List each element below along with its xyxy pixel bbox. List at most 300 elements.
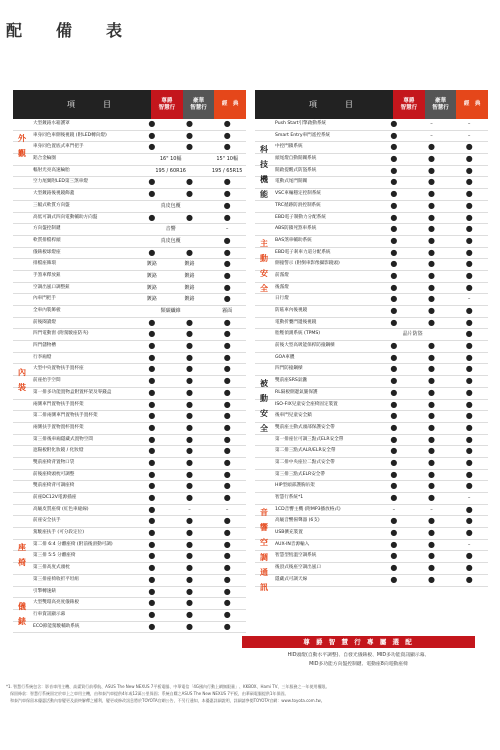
row-label: 兩側扶手置物置杯置杯架 xyxy=(33,424,84,430)
table-row xyxy=(13,481,246,493)
spec-value: ● xyxy=(186,481,193,491)
spec-value: ● xyxy=(390,130,398,140)
row-label: 排檔座飾環 xyxy=(33,261,56,267)
spec-value: ● xyxy=(465,563,473,573)
row-label: 四門儲物槽 xyxy=(33,343,56,349)
spec-value: ● xyxy=(465,259,473,269)
spec-value: – xyxy=(430,132,433,139)
row-label: 引擎轉速錶 xyxy=(33,588,56,594)
spec-value: ● xyxy=(186,212,193,222)
row-label: 第三排高度式頭枕 xyxy=(33,565,70,571)
spec-value: ● xyxy=(223,434,231,444)
spec-value: ● xyxy=(223,551,231,561)
spec-value: ● xyxy=(390,317,398,327)
spec-value: ● xyxy=(186,539,193,549)
spec-value: ● xyxy=(148,539,156,549)
row-label: GOA車體 xyxy=(275,354,295,360)
category-label: 主 動 安 全 xyxy=(260,239,268,293)
spec-value: – xyxy=(467,121,471,127)
spec-value: ● xyxy=(465,516,473,526)
spec-value: ● xyxy=(390,212,398,222)
row-label: 中控門鎖系統 xyxy=(275,144,303,150)
table-row xyxy=(255,248,488,260)
table-row xyxy=(13,353,246,365)
spec-value: ● xyxy=(148,434,156,444)
row-label: 全車內裝飾板 xyxy=(33,308,61,313)
spec-value: – xyxy=(225,506,229,513)
table-row xyxy=(13,505,246,517)
spec-value: ● xyxy=(428,563,435,573)
row-label: Smart Entry車門遙控系統 xyxy=(275,132,331,138)
row-label: 後頂式後座空調出風口 xyxy=(275,565,321,571)
spec-value: ● xyxy=(390,493,398,502)
table-row xyxy=(255,119,488,131)
row-label: ECO節能駕駛輔助系統 xyxy=(33,623,80,629)
spec-value: ● xyxy=(186,119,193,128)
spec-value: ● xyxy=(390,469,398,479)
right-table-header xyxy=(255,90,488,119)
spec-value: ● xyxy=(148,598,156,608)
table-row xyxy=(13,587,246,599)
spec-value: ● xyxy=(148,329,156,339)
spec-value: ● xyxy=(223,516,231,526)
spec-value: ● xyxy=(390,352,398,362)
table-row xyxy=(255,411,488,423)
spec-value: ● xyxy=(465,469,473,479)
table-row xyxy=(13,563,246,575)
spec-value: 195 / 60R16 xyxy=(155,167,186,174)
row-label: 兩側車門置物扶手置杯架 xyxy=(33,401,84,407)
spec-value: ● xyxy=(186,446,193,456)
spec-value: ● xyxy=(465,457,473,467)
table-row xyxy=(13,166,246,178)
spec-value: ● xyxy=(148,387,156,397)
row-label: ABS防鎖死煞車系統 xyxy=(275,226,317,232)
table-row xyxy=(255,376,488,388)
spec-value: ● xyxy=(465,446,473,456)
spec-value: ● xyxy=(186,364,193,374)
footnote-1: *1. 智慧行系統包含：影音車用主機、高畫質行前導航、ASUS The New NEXUS 7平板電腦、中華電信「4G國內行動上網無限量」、KKBOX、Hami TV、三年服務之一年使用權限。 xyxy=(6,684,330,689)
spec-value: ● xyxy=(390,481,398,491)
spec-value: – xyxy=(467,132,471,139)
row-label: 車身同色車側後視鏡 (附LED轉向燈) xyxy=(33,132,107,138)
spec-value: ● xyxy=(428,411,435,421)
table-row xyxy=(13,364,246,376)
row-label: 高級皮質座椅 (紅色車縫線) xyxy=(33,506,89,512)
row-label: 第二排兩側車門置物扶手置杯架 xyxy=(31,411,133,422)
spec-value: ● xyxy=(186,352,193,362)
spec-value: ● xyxy=(148,446,156,456)
row-label: 大型中央置物扶手置杯座 xyxy=(33,366,84,372)
spec-value: ● xyxy=(223,200,231,210)
row-label: 前後閱讀燈 xyxy=(33,319,56,325)
spec-value: 鍍鉻 xyxy=(184,296,195,303)
table-row xyxy=(13,131,246,143)
table-row xyxy=(13,283,246,295)
spec-value: ● xyxy=(465,189,473,199)
spec-value: ● xyxy=(186,469,193,479)
spec-value: ● xyxy=(148,352,156,362)
item-header-right: 項 目 xyxy=(273,90,393,119)
spec-value: ● xyxy=(465,235,473,245)
row-label: 高級音響揚聲器 (6支) xyxy=(275,518,320,524)
spec-value: ● xyxy=(390,200,398,210)
spec-value: ● xyxy=(148,586,156,596)
table-row xyxy=(13,306,246,318)
spec-value: ● xyxy=(390,165,398,175)
spec-value: ● xyxy=(428,165,435,175)
table-row xyxy=(255,364,488,376)
table-row xyxy=(255,505,488,517)
spec-value: – xyxy=(467,296,471,303)
spec-value: ● xyxy=(428,551,435,561)
spec-value: 鍍鉻 xyxy=(146,284,157,291)
row-label: 第三排座椅收折平坦組 xyxy=(33,576,79,582)
table-row xyxy=(255,516,488,528)
row-label: 鋁合金輪圈 xyxy=(33,156,56,162)
spec-value: ● xyxy=(186,586,193,596)
spec-value: ● xyxy=(428,364,435,374)
spec-value: ● xyxy=(223,364,231,374)
spec-value: ● xyxy=(390,387,398,397)
spec-value: ● xyxy=(148,504,156,514)
spec-value: ● xyxy=(148,247,156,257)
spec-value: – xyxy=(467,541,471,548)
spec-value: ● xyxy=(223,457,231,467)
row-label: RL隔板側邊氣簾保護 xyxy=(275,389,318,395)
spec-value: ● xyxy=(186,399,193,409)
spec-value: ● xyxy=(223,528,231,538)
spec-value: ● xyxy=(428,224,435,234)
spec-value: ● xyxy=(428,341,435,351)
table-row xyxy=(255,294,488,306)
row-label: USB擴充裝置 xyxy=(275,530,303,536)
spec-value: ● xyxy=(428,177,435,187)
trim1-header-right: 尊爵 智慧行 xyxy=(393,90,425,119)
spec-value: ● xyxy=(186,422,193,432)
table-row xyxy=(255,131,488,143)
spec-value: ● xyxy=(186,130,193,140)
spec-value: ● xyxy=(186,598,193,608)
spec-value: ● xyxy=(148,177,156,187)
spec-value: ● xyxy=(465,329,473,339)
spec-value: ● xyxy=(186,376,193,386)
table-row xyxy=(255,400,488,412)
spec-value: ● xyxy=(186,177,193,187)
row-label: HIP型頭部護胸吊架 xyxy=(275,483,315,489)
spec-value: 195 / 65R15 xyxy=(211,167,243,174)
spec-value: ● xyxy=(223,282,231,292)
spec-value: ● xyxy=(148,457,156,467)
table-row xyxy=(13,388,246,400)
table-row xyxy=(255,423,488,435)
spec-value: ● xyxy=(390,563,398,573)
trim3-header: 經 典 xyxy=(214,90,246,119)
row-label: 遮陽板附化妝鏡 / 化妝燈 xyxy=(33,448,84,454)
spec-value: ● xyxy=(428,154,435,164)
spec-value: ● xyxy=(223,586,231,596)
sub-group-label: 第一排 xyxy=(33,389,47,395)
spec-value: ● xyxy=(390,224,398,234)
table-row xyxy=(13,224,246,236)
spec-value: – xyxy=(430,121,433,127)
spec-value: ● xyxy=(390,399,398,409)
spec-value: ● xyxy=(390,270,398,280)
spec-value: ● xyxy=(223,341,231,351)
option-banner: 尊 爵 智 慧 行 專 屬 選 配 xyxy=(242,636,475,648)
spec-value: ● xyxy=(428,469,435,479)
spec-value: ● xyxy=(223,387,231,397)
spec-value: ● xyxy=(148,142,156,152)
spec-value: ● xyxy=(465,200,473,210)
table-row xyxy=(255,470,488,482)
row-label: 大型鍍鉻後視鏡飾蓋 xyxy=(33,191,75,197)
row-label: 胎壓偵測系統 (TPMS) xyxy=(275,331,321,337)
table-row xyxy=(13,458,246,470)
row-label: 後霧燈 xyxy=(275,284,289,290)
row-label: 防眩車內後視鏡 xyxy=(275,308,308,313)
spec-value: ● xyxy=(465,376,473,386)
row-label: 前霧燈 xyxy=(275,272,289,278)
category-label: 被 動 安 全 xyxy=(260,379,268,434)
spec-value: ● xyxy=(390,434,398,444)
spec-value: ● xyxy=(428,270,435,280)
row-label: 空調出風口調整鈕 xyxy=(33,284,70,290)
spec-value: ● xyxy=(428,235,435,245)
spec-value: ● xyxy=(223,142,231,152)
spec-value: ● xyxy=(465,247,473,257)
spec-value: ● xyxy=(223,411,231,421)
table-row xyxy=(255,318,488,330)
sub-group-label: 第三排 xyxy=(33,436,47,442)
row-label: 行李廂燈 xyxy=(33,354,52,360)
spec-value: ● xyxy=(223,621,231,631)
table-row xyxy=(255,154,488,166)
spec-value: ● xyxy=(390,364,398,374)
row-label: BAS煞車輔助系統 xyxy=(275,237,312,243)
table-row xyxy=(13,610,246,622)
row-label: 前座安全扶手 xyxy=(33,518,61,524)
spec-value: 真皮包覆 xyxy=(160,237,181,244)
spec-value: ● xyxy=(148,422,156,432)
spec-value: – xyxy=(225,226,229,233)
table-row xyxy=(13,423,246,435)
spec-value: ● xyxy=(465,481,473,491)
spec-value: 鍍鉻 xyxy=(184,261,195,268)
spec-value: ● xyxy=(428,457,435,467)
spec-value: ● xyxy=(390,411,398,421)
spec-value: ● xyxy=(223,574,231,584)
spec-value: 鍍鉻 xyxy=(146,261,157,268)
row-label: 空力尾翼附LED第三煞車燈 xyxy=(33,179,88,185)
spec-value: ● xyxy=(148,609,156,619)
row-label: 雙前座椅背可調座椅 xyxy=(33,483,75,489)
row-label: 第一排座位可調三點式ELR安全帶 xyxy=(275,436,344,442)
spec-value: ● xyxy=(465,341,473,351)
spec-value: ● xyxy=(390,574,398,584)
row-label: 頭尾燈自動開關系統 xyxy=(275,156,317,162)
spec-value: – xyxy=(392,506,396,513)
table-row xyxy=(255,329,488,341)
row-label: 內車門把手 xyxy=(33,296,56,302)
table-row xyxy=(255,271,488,283)
table-row xyxy=(255,563,488,575)
spec-value: ● xyxy=(223,294,231,304)
table-row xyxy=(13,493,246,505)
row-label: VSC車輛穩定控制系統 xyxy=(275,191,322,197)
row-label: 電動折疊門邊後視鏡 xyxy=(275,319,317,325)
spec-value: 16" 10輻 xyxy=(159,156,182,163)
row-label: 前座抬手空間 xyxy=(33,378,61,384)
spec-value: ● xyxy=(223,317,231,327)
table-row xyxy=(255,283,488,295)
spec-value: ● xyxy=(428,422,435,432)
table-row xyxy=(13,201,246,213)
spec-value: ● xyxy=(428,200,435,210)
spec-value: ● xyxy=(390,516,398,526)
spec-value: ● xyxy=(428,493,435,502)
table-row xyxy=(13,271,246,283)
spec-value: ● xyxy=(390,551,398,561)
row-label: 軟質排檔桿頭 xyxy=(33,237,61,243)
row-label: 第二排中央座位二點式安全帶 xyxy=(275,459,335,465)
table-row xyxy=(13,341,246,353)
spec-value: ● xyxy=(223,493,231,502)
spec-value: ● xyxy=(465,434,473,444)
spec-value: ● xyxy=(390,177,398,187)
spec-value: ● xyxy=(390,259,398,269)
table-row xyxy=(13,400,246,412)
spec-value: ● xyxy=(186,189,193,199)
table-row xyxy=(255,259,488,271)
spec-value: ● xyxy=(465,224,473,234)
table-row xyxy=(255,388,488,400)
spec-value: ● xyxy=(186,142,193,152)
spec-value: ● xyxy=(148,376,156,386)
table-row xyxy=(13,142,246,154)
row-label: 前後大型高吸能保桿防撞鋼樑 xyxy=(275,343,335,349)
table-row xyxy=(13,189,246,201)
row-label: 第一排多功能置物盒附置杯架及零錢盒 xyxy=(31,388,133,399)
table-row xyxy=(13,119,246,131)
table-row xyxy=(13,470,246,482)
table-row xyxy=(255,177,488,189)
trim3-header-right: 經 典 xyxy=(456,90,488,119)
spec-value: ● xyxy=(465,411,473,421)
table-row xyxy=(13,318,246,330)
spec-value: 晶片防盜 xyxy=(402,331,423,338)
row-label: EBD電子剎車力道分配系統 xyxy=(275,249,331,255)
category-label: 音 響 空 調 通 訊 xyxy=(260,508,268,593)
spec-value: ● xyxy=(428,446,435,456)
spec-value: ● xyxy=(428,516,435,526)
trim2-header-right: 豪華 智慧行 xyxy=(425,90,457,119)
table-row xyxy=(255,481,488,493)
row-label: 四門防撞鋼樑 xyxy=(275,366,303,372)
row-label: 輻射光亮高速輪胎 xyxy=(33,167,70,173)
category-label: 科 技 機 能 xyxy=(260,145,268,200)
table-row xyxy=(13,411,246,423)
row-label: 駕駛座扶手 (可分段定位) xyxy=(33,530,84,536)
table-row xyxy=(13,598,246,610)
spec-value: – xyxy=(188,506,191,513)
table-row xyxy=(255,236,488,248)
spec-value: ● xyxy=(223,352,231,362)
trim2-header: 豪華 智慧行 xyxy=(183,90,215,119)
option-line-2: MID多功能方向盤控制鍵、電動座8向電動座椅 xyxy=(309,662,408,667)
spec-value: ● xyxy=(148,130,156,140)
page-title: 配 備 表 xyxy=(6,21,132,40)
row-label: AUX-IN音源輸入 xyxy=(275,541,310,547)
spec-value: – xyxy=(430,506,433,513)
spec-value: ● xyxy=(223,539,231,549)
spec-value: ● xyxy=(223,235,231,245)
spec-value: ● xyxy=(390,247,398,257)
left-rows xyxy=(13,119,246,633)
spec-value: ● xyxy=(390,528,398,538)
spec-value: ● xyxy=(186,341,193,351)
spec-value: ● xyxy=(223,422,231,432)
row-label: TRC循跡防滑控制系統 xyxy=(275,202,321,208)
right-spec-table xyxy=(255,90,488,593)
spec-value: ● xyxy=(148,364,156,374)
spec-value: ● xyxy=(390,341,398,351)
table-row xyxy=(255,540,488,552)
spec-value: ● xyxy=(148,119,156,128)
table-row xyxy=(255,446,488,458)
table-row xyxy=(255,142,488,154)
table-row xyxy=(13,294,246,306)
spec-value: ● xyxy=(428,387,435,397)
table-row xyxy=(255,528,488,540)
spec-value: ● xyxy=(428,247,435,257)
spec-value: ● xyxy=(148,469,156,479)
row-label: 高低可調式四向電動輔助方向盤 xyxy=(33,214,98,220)
spec-value: ● xyxy=(223,598,231,608)
spec-value: ● xyxy=(465,399,473,409)
table-row xyxy=(13,575,246,587)
spec-value: ● xyxy=(428,481,435,491)
spec-value: ● xyxy=(390,119,398,128)
spec-value: ● xyxy=(148,341,156,351)
option-line-1: HID頭燈(自動水平調整)、自發光儀錶板、MID多功能資訊顯示幕、 xyxy=(287,653,430,658)
row-label: 雙前座SRS氣囊 xyxy=(275,378,307,384)
spec-value: ● xyxy=(390,142,398,152)
row-label: 第三排三點式ELR安全帶 xyxy=(275,471,325,477)
spec-value: ● xyxy=(390,282,398,292)
spec-value: ● xyxy=(428,189,435,199)
spec-value: ● xyxy=(223,189,231,199)
spec-value: ● xyxy=(428,574,435,584)
spec-value: ● xyxy=(223,177,231,187)
spec-value: – xyxy=(467,495,471,501)
spec-value: ● xyxy=(465,352,473,362)
spec-value: ● xyxy=(428,399,435,409)
spec-value: ● xyxy=(148,317,156,327)
table-row xyxy=(13,236,246,248)
spec-value: ● xyxy=(223,270,231,280)
footnote-2: 保固條款：智慧行系統固定於車上之車用主機，由和泰汽車提供4年或12萬公里保固；系統自購之ASUS The New NEXUS 7平板，由華碩電腦提供1年保固。 xyxy=(6,691,289,696)
table-row xyxy=(255,493,488,505)
spec-value: ● xyxy=(390,539,398,549)
spec-value: ● xyxy=(148,551,156,561)
row-label: 後車門兒童安全鎖 xyxy=(275,413,312,419)
spec-value: 音響 xyxy=(165,226,176,233)
row-label: 大型鍍鉻水箱護罩 xyxy=(33,121,70,126)
row-label: 開啟提醒式防盜系統 xyxy=(275,167,317,173)
table-row xyxy=(13,376,246,388)
spec-value: ● xyxy=(428,528,435,538)
